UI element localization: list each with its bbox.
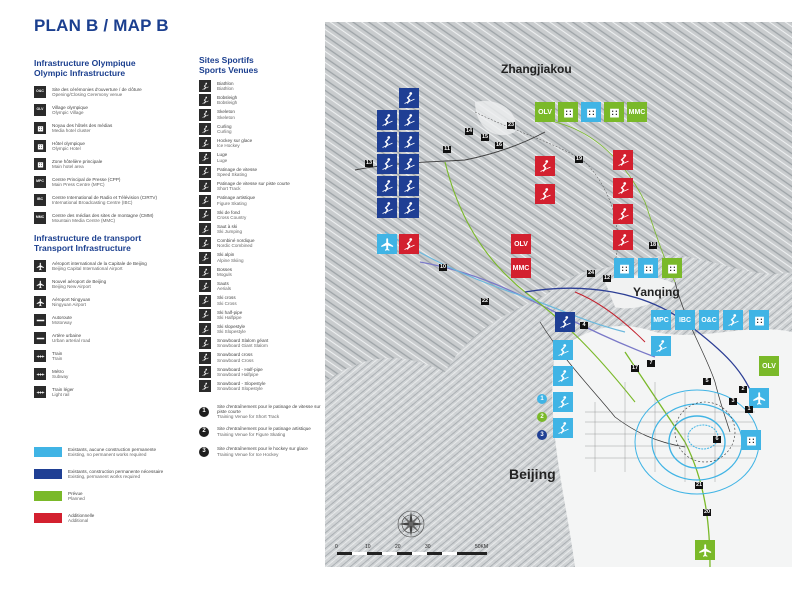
- sport-pictogram-icon: [199, 380, 211, 392]
- olympic-infra-label-fr: Hôtel olympique: [52, 140, 85, 146]
- hotel-pin-icon[interactable]: [741, 430, 761, 450]
- sport-pictogram-icon: [199, 237, 211, 249]
- status-row: [34, 507, 184, 529]
- olympic-infra-row: [34, 119, 184, 137]
- sport-pictogram-icon: [199, 337, 211, 349]
- sport-pictogram-icon: [199, 166, 211, 178]
- route-label: 21: [696, 482, 703, 488]
- olympic-infra-label-fr: Site des cérémonies d'ouverture / de clôture: [52, 86, 142, 92]
- olympic-infra-label-en: Opening/Closing Ceremony venue: [52, 92, 123, 97]
- sport-row: [199, 136, 324, 150]
- venue-pin-icon[interactable]: [613, 230, 633, 250]
- sport-row: [199, 108, 324, 122]
- sport-label-en: Snowboard Cross: [217, 357, 254, 363]
- training-venue-pin[interactable]: 3: [537, 430, 547, 440]
- training-label-fr: Site d'entraînement pour le hockey sur glace: [217, 446, 308, 452]
- training-label-fr: Site d'entraînement pour le patinage de vitesse sur piste courte: [217, 403, 321, 414]
- hotel-icon: [34, 140, 46, 152]
- sport-row: [199, 193, 324, 207]
- mmc-red-pin[interactable]: MMC: [511, 258, 531, 278]
- sport-pictogram-icon: [199, 366, 211, 378]
- transport-label-fr: Métro: [52, 368, 64, 374]
- olv-pin[interactable]: OLV: [535, 102, 555, 122]
- scale-tick-label: 50KM: [475, 544, 489, 550]
- transport-label-fr: Autoroute: [52, 314, 72, 320]
- venue-pin-icon[interactable]: [399, 198, 419, 218]
- sport-pictogram-icon: [199, 266, 211, 278]
- hotel-pin-icon[interactable]: [662, 258, 682, 278]
- mmc-pin[interactable]: MMC: [627, 102, 647, 122]
- training-label-en: Training Venue for Figure Skating: [217, 431, 286, 437]
- city-zhangjiakou: Zhangjiakou: [501, 62, 572, 76]
- route-label: 23: [508, 122, 515, 128]
- ibc-icon: IBC: [34, 194, 46, 206]
- mmc-icon: MMC: [34, 212, 46, 224]
- training-label-en: Training Venue for Ice Hockey: [217, 451, 279, 457]
- sport-pictogram-icon: [199, 180, 211, 192]
- plane-icon: [34, 296, 46, 308]
- transport-label-fr: Artère urbaine: [52, 332, 82, 338]
- transport-label-en: Beijing Capital International Airport: [52, 266, 123, 271]
- sport-label-en: Alpine Skiing: [217, 257, 244, 263]
- transport-label-en: Train: [52, 356, 63, 361]
- olympic-infra-list: [34, 83, 184, 227]
- olympic-infra-label-fr: Zone hôtelière principale: [52, 158, 103, 164]
- olympic-infra-label-en: International Broadcasting Centre (IBC): [52, 200, 133, 205]
- sport-label-fr: Bosses: [217, 266, 233, 272]
- sport-label-fr: Snowboard - Half-pipe: [217, 366, 263, 372]
- hotel-pin-icon[interactable]: [749, 310, 769, 330]
- venue-pin-icon[interactable]: [651, 336, 671, 356]
- sport-pictogram-icon: [199, 252, 211, 264]
- sport-label-en: Ski Halfpipe: [217, 314, 242, 320]
- route-label: 10: [440, 264, 447, 270]
- training-row: [199, 442, 324, 462]
- sport-label-en: Ski Cross: [217, 300, 237, 306]
- sport-pictogram-icon: [199, 280, 211, 292]
- sport-row: [199, 93, 324, 107]
- training-venue-pin[interactable]: 2: [537, 412, 547, 422]
- transport-heading-fr: Infrastructure de transport: [34, 233, 142, 243]
- road-icon: [34, 314, 46, 326]
- sport-label-en: Snowboard Giant Slalom: [217, 343, 268, 349]
- sport-row: [199, 379, 324, 393]
- venue-pin-icon[interactable]: [377, 198, 397, 218]
- sport-label-fr: Snowboard cross: [217, 352, 253, 358]
- sport-row: [199, 122, 324, 136]
- compass-rose: [398, 511, 424, 537]
- sport-row: [199, 351, 324, 365]
- hotel-pin-icon[interactable]: [581, 102, 601, 122]
- route-label: 16: [496, 142, 503, 148]
- sport-label-en: Aerials: [217, 286, 232, 292]
- sport-label-fr: Bobsleigh: [217, 95, 238, 101]
- sport-label-fr: Curling: [217, 123, 232, 129]
- venue-pin-icon[interactable]: [535, 184, 555, 204]
- training-label-fr: Site d'entraînement pour le patinage artistique: [217, 426, 311, 432]
- sport-label-fr: Patinage de vitesse: [217, 166, 258, 172]
- transport-label-fr: Nouvel aéroport de Beijing: [52, 278, 107, 284]
- route-label: 17: [632, 365, 639, 371]
- sport-pictogram-icon: [199, 123, 211, 135]
- mpc-pin[interactable]: MPC: [651, 310, 671, 330]
- venue-pin-icon[interactable]: [399, 176, 419, 196]
- airport-pin-icon[interactable]: [377, 234, 397, 254]
- transport-label-fr: Train: [52, 350, 63, 356]
- legend-column-infrastructure: [34, 58, 184, 529]
- venue-pin-icon[interactable]: [399, 88, 419, 108]
- hotel-pin-icon[interactable]: [558, 102, 578, 122]
- route-label: 20: [704, 509, 711, 515]
- status-label-fr: Existants, construction permanente nécessaire: [68, 468, 164, 474]
- status-row: [34, 463, 184, 485]
- sport-pictogram-icon: [199, 94, 211, 106]
- road-icon: [34, 332, 46, 344]
- oc-icon: O&C: [34, 86, 46, 98]
- training-row: [199, 422, 324, 442]
- sport-pictogram-icon: [199, 137, 211, 149]
- sports-heading-en: Sports Venues: [199, 65, 259, 75]
- sport-row: [199, 165, 324, 179]
- sport-label-en: Snowboard Halfpipe: [217, 372, 259, 378]
- sport-label-fr: Patinage de vitesse sur piste courte: [217, 180, 290, 186]
- sport-label-en: Speed Skating: [217, 171, 247, 177]
- hotel-pin-icon[interactable]: [614, 258, 634, 278]
- route-label: 18: [650, 242, 657, 248]
- oc-pin[interactable]: O&C: [699, 310, 719, 330]
- route-label: 2: [739, 386, 747, 393]
- sport-label-en: Ice Hockey: [217, 143, 240, 149]
- transport-row: [34, 383, 184, 401]
- sports-list: [199, 79, 324, 394]
- olympic-infra-label-en: Mountain Media Centre (MMC): [52, 218, 116, 223]
- hotel-area-icon: [34, 158, 46, 170]
- rail-icon: [34, 368, 46, 380]
- sport-row: [199, 79, 324, 93]
- venue-pin-icon[interactable]: [555, 312, 575, 332]
- olympic-infra-label-fr: Centre des médias des sites de montagne (CMM): [52, 212, 154, 218]
- venue-pin-icon[interactable]: [377, 132, 397, 152]
- status-swatch: [34, 491, 62, 501]
- sport-label-en: Luge: [217, 157, 228, 163]
- venue-pin-icon[interactable]: [613, 150, 633, 170]
- sport-label-fr: Hockey sur glace: [217, 138, 253, 144]
- venue-pin-icon[interactable]: [399, 234, 419, 254]
- scale-tick-label: 20: [395, 544, 401, 550]
- sport-pictogram-icon: [199, 223, 211, 235]
- olympic-infra-row: [34, 173, 184, 191]
- training-venue-pin[interactable]: 1: [537, 394, 547, 404]
- transport-label-en: Urban arterial road: [52, 338, 91, 343]
- sport-pictogram-icon: [199, 352, 211, 364]
- sport-row: [199, 179, 324, 193]
- venue-pin-icon[interactable]: [377, 154, 397, 174]
- sport-label-en: Bobsleigh: [217, 100, 238, 106]
- sport-pictogram-icon: [199, 323, 211, 335]
- sports-heading-fr: Sites Sportifs: [199, 55, 254, 65]
- scale-bar: [337, 552, 487, 555]
- sport-pictogram-icon: [199, 195, 211, 207]
- sport-label-en: Figure Skating: [217, 200, 247, 206]
- transport-label-fr: Aéroport international de la Capitale de Beijing: [52, 260, 147, 266]
- venue-pin-icon[interactable]: [723, 310, 743, 330]
- venue-pin-icon[interactable]: [377, 110, 397, 130]
- route-label: 4: [580, 322, 588, 329]
- city-yanqing: Yanqing: [633, 285, 680, 299]
- olympic-infra-row: [34, 191, 184, 209]
- sport-label-fr: Skeleton: [217, 109, 235, 115]
- olympic-infra-label-en: Main hotel area: [52, 164, 84, 169]
- plane-icon: [34, 278, 46, 290]
- page-title: PLAN B / MAP B: [34, 16, 169, 35]
- sport-pictogram-icon: [199, 209, 211, 221]
- sport-row: [199, 365, 324, 379]
- mpc-icon: MPC: [34, 176, 46, 188]
- sport-label-fr: Combiné nordique: [217, 238, 255, 244]
- sport-label-en: Curling: [217, 129, 232, 135]
- route-label: 24: [588, 270, 595, 276]
- transport-label-en: Motorway: [52, 320, 72, 325]
- status-label-fr: Existants, aucune construction permanente: [68, 446, 157, 452]
- sport-label-fr: Sauts: [217, 281, 229, 286]
- transport-label-fr: Aéroport Ningyuan: [52, 296, 91, 302]
- training-number-icon: 3: [199, 447, 209, 457]
- sport-row: [199, 322, 324, 336]
- hotel-pin-icon[interactable]: [638, 258, 658, 278]
- sport-label-en: Snowboard Slopestyle: [217, 386, 263, 392]
- transport-label-en: Light rail: [52, 392, 70, 397]
- transport-row: [34, 293, 184, 311]
- olympic-infra-row: [34, 83, 184, 101]
- olympic-infra-row: [34, 209, 184, 227]
- olympic-infra-row: [34, 137, 184, 155]
- status-row: [34, 485, 184, 507]
- olympic-infra-row: [34, 101, 184, 119]
- sport-label-en: Moguls: [217, 272, 232, 277]
- sport-pictogram-icon: [199, 109, 211, 121]
- olympic-infra-heading-en: Olympic Infrastructure: [34, 68, 126, 78]
- scale-tick-label: 0: [335, 544, 338, 550]
- sport-row: [199, 279, 324, 293]
- route-label: 1: [745, 406, 753, 413]
- olv-red-pin[interactable]: OLV: [511, 234, 531, 254]
- route-label: 12: [604, 275, 611, 281]
- sport-row: [199, 336, 324, 350]
- sport-pictogram-icon: [199, 309, 211, 321]
- transport-row: [34, 365, 184, 383]
- status-label-en: Additional: [68, 518, 89, 523]
- sport-label-fr: Ski de fond: [217, 209, 240, 215]
- sport-pictogram-icon: [199, 80, 211, 92]
- sport-label-fr: Ski cross: [217, 295, 236, 301]
- status-row: [34, 441, 184, 463]
- route-label: 22: [482, 298, 489, 304]
- route-label: 15: [482, 134, 489, 140]
- route-label: 14: [466, 128, 473, 134]
- plane-icon: [34, 260, 46, 272]
- transport-row: [34, 311, 184, 329]
- olympic-infra-row: [34, 155, 184, 173]
- training-row: [199, 402, 324, 422]
- sport-row: [199, 293, 324, 307]
- sport-pictogram-icon: [199, 295, 211, 307]
- venue-pin-icon[interactable]: [613, 204, 633, 224]
- sport-label-fr: Ski alpin: [217, 252, 235, 258]
- status-label-en: Existing, no permanent works required: [68, 452, 147, 457]
- route-label: 7: [647, 360, 655, 367]
- transport-label-en: Beijing New Airport: [52, 284, 91, 289]
- transport-row: [34, 329, 184, 347]
- transport-heading-en: Transport Infrastructure: [34, 243, 131, 253]
- venue-pin-icon[interactable]: [535, 156, 555, 176]
- status-label-fr: Additionnelle: [68, 512, 95, 518]
- legend-column-sports: [199, 55, 324, 462]
- transport-label-fr: Train léger: [52, 386, 74, 392]
- olv-green-pin[interactable]: OLV: [759, 356, 779, 376]
- city-beijing: Beijing: [509, 466, 556, 482]
- olympic-infra-label-fr: Noyau des hôtels des médias: [52, 122, 113, 128]
- status-swatch: [34, 513, 62, 523]
- scale-tick-label: 10: [365, 544, 371, 550]
- transport-row: [34, 257, 184, 275]
- olympic-infra-label-en: Media hotel cluster: [52, 128, 91, 133]
- transport-row: [34, 347, 184, 365]
- olympic-infra-label-fr: Centre Principal de Presse (CPP): [52, 176, 121, 182]
- olympic-infra-label-en: Main Press Centre (MPC): [52, 182, 105, 187]
- sport-row: [199, 265, 324, 279]
- olympic-infra-label-en: Olympic Hotel: [52, 146, 81, 151]
- venue-pin-icon[interactable]: [553, 340, 573, 360]
- sport-label-fr: Saut à ski: [217, 223, 238, 229]
- olv-icon: OLV: [34, 104, 46, 116]
- route-label: 3: [729, 398, 737, 405]
- olympic-infra-label-fr: Centre International de Radio et Télévision (CIRTV): [52, 194, 158, 200]
- sport-row: [199, 208, 324, 222]
- status-swatch: [34, 447, 62, 457]
- venue-pin-icon[interactable]: [553, 366, 573, 386]
- sport-label-en: Ski Slopestyle: [217, 329, 246, 335]
- route-label: 6: [713, 436, 721, 443]
- olympic-infra-heading-fr: Infrastructure Olympique: [34, 58, 136, 68]
- sport-label-en: Biathlon: [217, 86, 234, 92]
- map-area[interactable]: [325, 22, 792, 567]
- airport-pin-icon[interactable]: [749, 388, 769, 408]
- transport-label-en: Ningyuan Airport: [52, 302, 86, 307]
- venue-pin-icon[interactable]: [399, 110, 419, 130]
- status-swatch: [34, 469, 62, 479]
- sport-label-en: Skeleton: [217, 114, 235, 120]
- status-legend: [34, 441, 184, 529]
- training-label-en: Training Venue for Short Track: [217, 414, 280, 420]
- olympic-infra-label-fr: Village olympique: [52, 104, 88, 110]
- sport-label-fr: Luge: [217, 152, 228, 158]
- sport-label-en: Ski Jumping: [217, 229, 243, 235]
- sport-label-fr: Patinage artistique: [217, 195, 256, 201]
- status-label-fr: Prévue: [68, 490, 83, 496]
- sport-label-fr: Ski slopestyle: [217, 323, 246, 329]
- sport-label-fr: Ski half-pipe: [217, 309, 243, 315]
- venue-pin-icon[interactable]: [399, 154, 419, 174]
- airport-pin-icon[interactable]: [695, 540, 715, 560]
- hotel-cluster-icon: [34, 122, 46, 134]
- venue-pin-icon[interactable]: [399, 132, 419, 152]
- training-number-icon: 2: [199, 427, 209, 437]
- route-label: 5: [703, 378, 711, 385]
- sport-label-fr: Snowboard Slalom géant: [217, 338, 269, 344]
- sport-label-en: Short Track: [217, 186, 241, 192]
- venue-pin-icon[interactable]: [377, 176, 397, 196]
- sport-label-en: Nordic Combined: [217, 243, 253, 249]
- training-number-icon: 1: [199, 407, 209, 417]
- sport-label-en: Cross Country: [217, 214, 247, 220]
- sport-label-fr: Biathlon: [217, 80, 234, 86]
- sport-row: [199, 222, 324, 236]
- venue-pin-icon[interactable]: [553, 418, 573, 438]
- sport-row: [199, 251, 324, 265]
- route-label: 11: [444, 146, 450, 152]
- transport-list: [34, 257, 184, 401]
- sport-pictogram-icon: [199, 152, 211, 164]
- route-label: 13: [366, 160, 373, 166]
- ibc-pin[interactable]: IBC: [675, 310, 695, 330]
- sport-row: [199, 150, 324, 164]
- transport-row: [34, 275, 184, 293]
- rail-icon: [34, 350, 46, 362]
- transport-label-en: Subway: [52, 374, 69, 379]
- scale-tick-label: 30: [425, 544, 431, 550]
- sport-row: [199, 236, 324, 250]
- sport-label-fr: Snowboard - Slopestyle: [217, 381, 266, 387]
- training-list: [199, 402, 324, 462]
- olympic-infra-label-en: Olympic Village: [52, 110, 84, 115]
- status-label-en: Planned: [68, 496, 85, 501]
- route-label: 19: [576, 156, 583, 162]
- hotel-pin-icon[interactable]: [604, 102, 624, 122]
- venue-pin-icon[interactable]: [613, 178, 633, 198]
- status-label-en: Existing, permanent works required: [68, 474, 141, 479]
- rail-icon: [34, 386, 46, 398]
- venue-pin-icon[interactable]: [553, 392, 573, 412]
- sport-row: [199, 308, 324, 322]
